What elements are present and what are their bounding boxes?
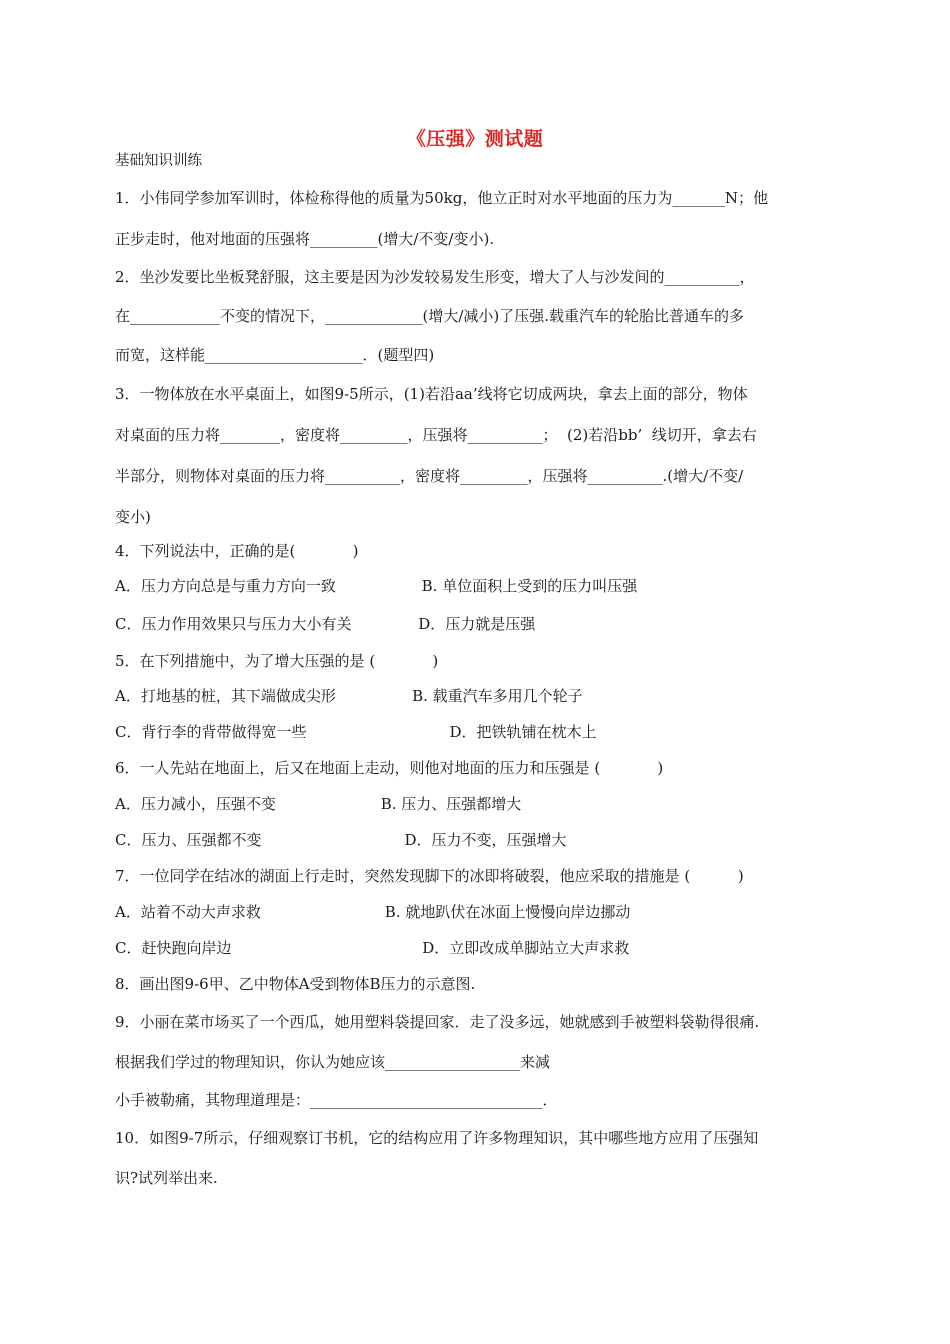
question-line: 小手被勒痛，其物理道理是：_______________________________． [115,1091,558,1109]
option-line: C．赶快跑向岸边 D．立即改成单脚站立大声求救 [115,939,630,957]
section-heading: 基础知识训练 [115,153,202,169]
option-line: A．打地基的桩，其下端做成尖形 B. 载重汽车多用几个轮子 [115,687,583,705]
page-title: 《压强》测试题 [406,128,544,150]
question-line: 8．画出图9-6甲、乙中物体A受到物体B压力的示意图. [115,975,476,993]
question-line: 而宽，这样能_____________________．(题型四) [115,346,435,364]
question-line: 2．坐沙发要比坐板凳舒服，这主要是因为沙发较易发生形变，增大了人与沙发间的__________， [115,268,755,286]
option-line: C．压力作用效果只与压力大小有关 D．压力就是压强 [115,615,536,633]
question-line: 1．小伟同学参加军训时，体检称得他的质量为50kg，他立正时对水平地面的压力为_______N；他 [115,189,768,207]
option-line: C．压力、压强都不变 D．压力不变，压强增大 [115,831,567,849]
option-line: A．压力方向总是与重力方向一致 B. 单位面积上受到的压力叫压强 [115,577,638,595]
question-line: 6．一人先站在地面上，后又在地面上走动，则他对地面的压力和压强是 ( ) [115,759,664,777]
option-line: C．背行李的背带做得宽一些 D．把铁轨铺在枕木上 [115,723,597,741]
question-line: 10．如图9-7所示，仔细观察订书机，它的结构应用了许多物理知识，其中哪些地方应用了压强知 [115,1129,759,1147]
question-line: 正步走时，他对地面的压强将_________(增大/不变/变小). [115,230,495,248]
question-line: 4．下列说法中，正确的是( ) [115,542,359,560]
question-line: 3．一物体放在水平桌面上，如图9-5所示，(1)若沿aa’线将它切成两块，拿去上面的部分，物体 [115,385,748,403]
question-line: 变小) [115,508,151,526]
option-line: A．压力减小，压强不变 B. 压力、压强都增大 [115,795,522,813]
question-line: 7．一位同学在结冰的湖面上行走时，突然发现脚下的冰即将破裂，他应采取的措施是 ( ) [115,867,744,885]
option-line: A．站着不动大声求救 B. 就地趴伏在冰面上慢慢向岸边挪动 [115,903,631,921]
question-line: 5．在下列措施中，为了增大压强的是 ( ) [115,652,439,670]
question-line: 根据我们学过的物理知识，你认为她应该__________________来减 [115,1053,551,1071]
question-line: 对桌面的压力将________，密度将_________，压强将__________； (2)若沿bb’ 线切开，拿去右 [115,426,757,444]
question-line: 半部分，则物体对桌面的压力将__________，密度将_________，压强将__________.(增大/不变/ [115,467,744,485]
question-line: 在____________不变的情况下，_____________(增大/减小)了压强.载重汽车的轮胎比普通车的多 [115,307,745,325]
question-line: 9．小丽在菜市场买了一个西瓜，她用塑料袋提回家．走了没多远，她就感到手被塑料袋勒得很痛. [115,1013,760,1031]
question-line: 识?试列举出来. [115,1169,218,1187]
